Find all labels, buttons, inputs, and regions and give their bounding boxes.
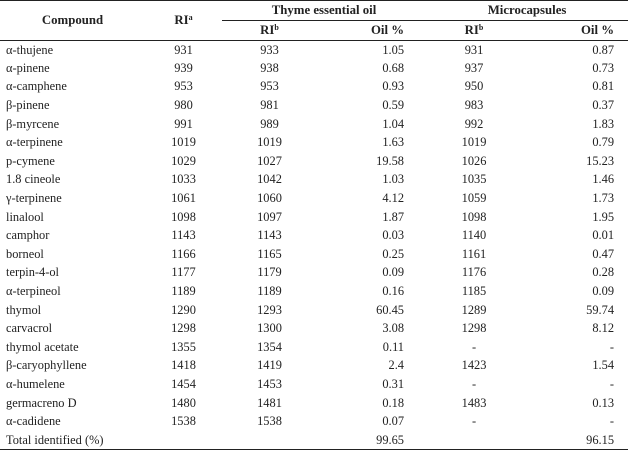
compound-name: thymol <box>6 302 42 317</box>
table-row <box>0 375 628 394</box>
subheader-ri-mc-label: RI <box>464 23 479 37</box>
table-row <box>0 152 628 171</box>
total-label: Total identified (%) <box>6 432 104 447</box>
compound-name: β-pinene <box>6 98 50 113</box>
oil-pct-value: 0.31 <box>382 376 405 391</box>
ri-oil-value: 1179 <box>257 265 282 280</box>
compound-name: α-terpinene <box>6 135 63 150</box>
oil-pct-mc-value: 8.12 <box>592 321 615 336</box>
oil-pct-value: 0.18 <box>382 395 405 410</box>
ri-value: 1029 <box>171 153 196 168</box>
table-row <box>0 78 628 97</box>
ri-mc-value: - <box>471 414 477 429</box>
oil-pct-mc-value: 0.87 <box>592 42 615 57</box>
ri-mc-value: 1026 <box>461 153 487 168</box>
compound-name: thymol acetate <box>6 339 79 354</box>
table-row <box>0 245 628 264</box>
ri-oil-value: 1165 <box>257 246 282 261</box>
ri-mc-value: 1098 <box>461 209 487 224</box>
ri-value: 1418 <box>171 358 196 373</box>
ri-value: 1189 <box>171 284 196 299</box>
subheader-ri-oil-sup: b <box>274 23 279 32</box>
oil-pct-value: 0.11 <box>382 339 405 354</box>
subheader-oil-pct-mc: Oil % <box>580 23 615 37</box>
ri-mc-value: 1289 <box>461 302 487 317</box>
ri-value: 1177 <box>171 265 196 280</box>
oil-pct-value: 0.93 <box>382 79 405 94</box>
oil-pct-mc-value: 1.83 <box>592 116 615 131</box>
ri-oil-value: 1453 <box>257 376 282 391</box>
ri-value: 1538 <box>171 414 196 429</box>
ri-value: 953 <box>174 79 193 94</box>
table-row <box>0 264 628 283</box>
oil-pct-value: 1.63 <box>382 135 405 150</box>
oil-pct-value: 0.59 <box>382 98 405 113</box>
ri-mc-value: 1185 <box>461 284 487 299</box>
compound-name: carvacrol <box>6 321 53 336</box>
oil-pct-mc-value: 59.74 <box>586 302 615 317</box>
ri-mc-value: - <box>471 376 477 391</box>
ri-oil-value: 933 <box>260 42 279 57</box>
ri-value: 1098 <box>171 209 196 224</box>
header-ri <box>145 1 222 41</box>
ri-oil-value: 938 <box>260 60 279 75</box>
compound-name: linalool <box>6 209 44 224</box>
ri-value: 931 <box>174 42 193 57</box>
oil-pct-mc-value: - <box>609 414 615 429</box>
ri-mc-value: 1423 <box>461 358 487 373</box>
table-row <box>0 338 628 357</box>
header-ri-sup: a <box>188 13 193 22</box>
oil-pct-mc-value: 0.81 <box>592 79 615 94</box>
oil-pct-value: 0.25 <box>382 246 405 261</box>
ri-mc-value: 937 <box>464 60 484 75</box>
ri-oil-value: 1419 <box>257 358 282 373</box>
ri-value: 1166 <box>171 246 196 261</box>
ri-value: 1480 <box>171 395 196 410</box>
ri-oil-value: 981 <box>260 98 279 113</box>
ri-mc-value: 992 <box>464 116 484 131</box>
compound-name: camphor <box>6 228 50 243</box>
oil-pct-mc-value: 1.95 <box>592 209 615 224</box>
oil-pct-value: 1.04 <box>382 116 405 131</box>
compound-name: β-caryophyllene <box>6 358 87 373</box>
ri-mc-value: 1059 <box>461 191 487 206</box>
ri-mc-value: 1140 <box>461 228 487 243</box>
oil-pct-mc-value: 0.47 <box>592 246 615 261</box>
header-group-thyme: Thyme essential oil <box>222 1 426 21</box>
table-row <box>0 189 628 208</box>
oil-pct-mc-value: 0.09 <box>592 284 615 299</box>
ri-oil-value: 1300 <box>257 321 282 336</box>
header-group-microcapsules: Microcapsules <box>426 1 628 21</box>
compound-name: α-camphene <box>6 79 67 94</box>
table-row <box>0 301 628 320</box>
oil-pct-mc-value: 0.79 <box>592 135 615 150</box>
ri-oil-value: 1019 <box>257 135 282 150</box>
table-row <box>0 208 628 227</box>
header-compound: Compound <box>41 13 104 27</box>
ri-mc-value: 1176 <box>461 265 487 280</box>
table-row <box>0 357 628 376</box>
oil-pct-mc-value: 0.13 <box>592 395 615 410</box>
table-row <box>0 41 628 60</box>
ri-oil-value: 1097 <box>257 209 282 224</box>
compound-name: germacreno D <box>6 395 77 410</box>
oil-pct-value: 0.03 <box>382 228 405 243</box>
ri-oil-value: 1189 <box>257 284 282 299</box>
total-row <box>0 431 628 450</box>
oil-pct-mc-value: 0.28 <box>592 265 615 280</box>
oil-pct-mc-value: 15.23 <box>586 153 615 168</box>
ri-oil-value: 1042 <box>257 172 282 187</box>
compound-name: terpin-4-ol <box>6 265 59 280</box>
table-row <box>0 171 628 190</box>
table-row <box>0 282 628 301</box>
ri-value: 1033 <box>171 172 196 187</box>
compound-name: γ-terpinene <box>6 191 62 206</box>
ri-mc-value: 1161 <box>461 246 487 261</box>
ri-mc-value: 983 <box>464 98 484 113</box>
ri-value: 1143 <box>171 228 196 243</box>
ri-value: 1019 <box>171 135 196 150</box>
compound-name: α-cadidene <box>6 414 61 429</box>
oil-pct-mc-value: 0.01 <box>592 228 615 243</box>
oil-pct-mc-value: 1.73 <box>592 191 615 206</box>
oil-pct-value: 1.05 <box>382 42 405 57</box>
ri-oil-value: 1481 <box>257 395 282 410</box>
oil-pct-value: 0.16 <box>382 284 405 299</box>
ri-value: 1061 <box>171 191 196 206</box>
ri-value: 1454 <box>171 376 196 391</box>
ri-value: 991 <box>174 116 193 131</box>
subheader-oil-pct: Oil % <box>370 23 405 37</box>
table-row <box>0 226 628 245</box>
oil-pct-mc-value: - <box>609 376 615 391</box>
oil-pct-value: 0.07 <box>382 414 405 429</box>
oil-pct-value: 1.03 <box>382 172 405 187</box>
oil-pct-value: 1.87 <box>382 209 405 224</box>
ri-oil-value: 1060 <box>257 191 282 206</box>
oil-pct-mc-value: 1.46 <box>592 172 615 187</box>
compound-name: borneol <box>6 246 44 261</box>
oil-pct-mc-value: - <box>609 339 615 354</box>
compound-name: α-humelene <box>6 376 65 391</box>
total-oil-pct: 99.65 <box>376 432 405 447</box>
oil-pct-mc-value: 0.73 <box>592 60 615 75</box>
table-row <box>0 412 628 431</box>
compound-name: α-pinene <box>6 60 50 75</box>
ri-mc-value: 1298 <box>461 321 487 336</box>
oil-pct-value: 3.08 <box>382 321 405 336</box>
ri-oil-value: 1143 <box>257 228 282 243</box>
table-row <box>0 319 628 338</box>
oil-pct-value: 19.58 <box>376 153 405 168</box>
subheader-ri-mc <box>426 21 522 41</box>
total-empty-ri <box>145 431 222 450</box>
ri-oil-value: 1293 <box>257 302 282 317</box>
oil-pct-value: 0.09 <box>382 265 405 280</box>
table-row <box>0 59 628 78</box>
ri-value: 1355 <box>171 339 196 354</box>
ri-oil-value: 1538 <box>257 414 282 429</box>
ri-value: 939 <box>174 60 193 75</box>
compound-name: β-myrcene <box>6 116 60 131</box>
oil-pct-mc-value: 0.37 <box>592 98 615 113</box>
ri-mc-value: 931 <box>464 42 484 57</box>
oil-pct-mc-value: 1.54 <box>592 358 615 373</box>
subheader-ri-mc-sup: b <box>478 23 484 32</box>
table-row <box>0 96 628 115</box>
compound-name: 1.8 cineole <box>6 172 61 187</box>
ri-value: 980 <box>174 98 193 113</box>
ri-oil-value: 953 <box>260 79 279 94</box>
oil-pct-value: 60.45 <box>376 302 405 317</box>
table-row <box>0 394 628 413</box>
ri-oil-value: 989 <box>260 116 279 131</box>
ri-mc-value: 1019 <box>461 135 487 150</box>
subheader-ri-oil <box>222 21 317 41</box>
ri-oil-value: 1354 <box>257 339 282 354</box>
compound-name: p-cymene <box>6 153 55 168</box>
ri-value: 1290 <box>171 302 196 317</box>
ri-oil-value: 1027 <box>257 153 282 168</box>
compound-name: α-terpineol <box>6 284 61 299</box>
header-ri-label: RI <box>174 13 189 27</box>
ri-mc-value: 950 <box>464 79 484 94</box>
ri-value: 1298 <box>171 321 196 336</box>
ri-mc-value: 1483 <box>461 395 487 410</box>
total-oil-pct-mc: 96.15 <box>586 432 615 447</box>
subheader-ri-oil-label: RI <box>260 23 275 37</box>
ri-mc-value: 1035 <box>461 172 487 187</box>
total-empty-ri-oil <box>222 431 317 450</box>
compound-name: α-thujene <box>6 42 54 57</box>
oil-pct-value: 0.68 <box>382 60 405 75</box>
table-body <box>0 41 628 450</box>
oil-pct-value: 4.12 <box>382 191 405 206</box>
ri-mc-value: - <box>471 339 477 354</box>
oil-pct-value: 2.4 <box>388 358 405 373</box>
table-row <box>0 133 628 152</box>
total-empty-ri-mc <box>426 431 522 450</box>
table-row <box>0 115 628 134</box>
